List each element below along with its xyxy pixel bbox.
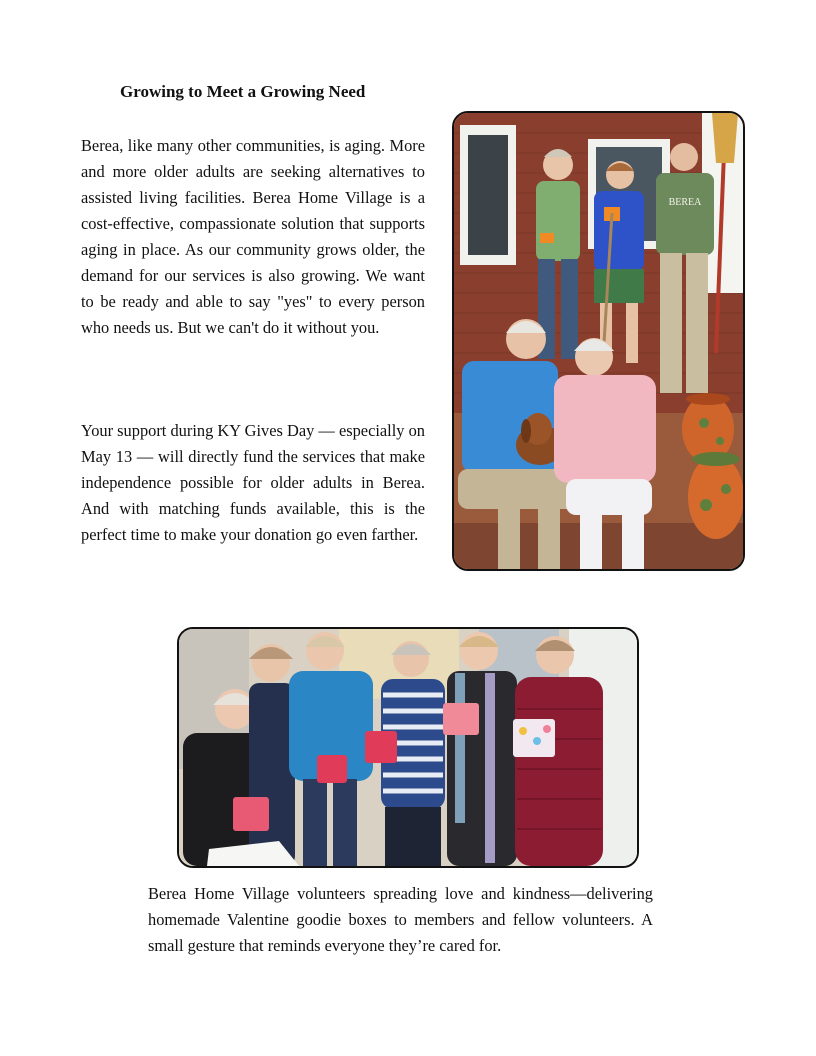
valentine-box bbox=[443, 703, 479, 735]
porch-photo bbox=[452, 111, 745, 571]
photo-caption: Berea Home Village volunteers spreading love and kindness—delivering homemade Valentine goodie boxes to members and fellow volunteers. A small gesture that reminds everyone they’re cared for. bbox=[148, 884, 653, 955]
valentine-box bbox=[317, 755, 347, 783]
valentine-box bbox=[233, 797, 269, 831]
shirt-print: BEREA bbox=[668, 197, 702, 208]
left-window-glass bbox=[468, 135, 508, 255]
volunteers-photo bbox=[177, 627, 639, 868]
porch-photo-illustration bbox=[454, 113, 743, 569]
valentine-box bbox=[513, 719, 555, 757]
intro-paragraph: Berea, like many other communities, is aging. More and more older adults are seeking alternatives to assisted living facilities. Berea Home Village is a cost-effective, compassionate solution that supports aging in place. As our community grows older, the demand for our services is also growing. We want to be ready and able to say "yes" to every person who needs us. But we can't do it without you. bbox=[81, 136, 425, 337]
broom-head bbox=[712, 113, 738, 163]
valentine-box bbox=[365, 731, 397, 763]
article-heading: Growing to Meet a Growing Need bbox=[120, 82, 366, 101]
gives-day-paragraph: Your support during KY Gives Day — especially on May 13 — will directly fund the services that make independence possible for older adults in Berea. And with matching funds available, this is the perfect time to make your donation go even farther. bbox=[81, 421, 425, 544]
volunteers-photo-illustration bbox=[179, 629, 637, 866]
